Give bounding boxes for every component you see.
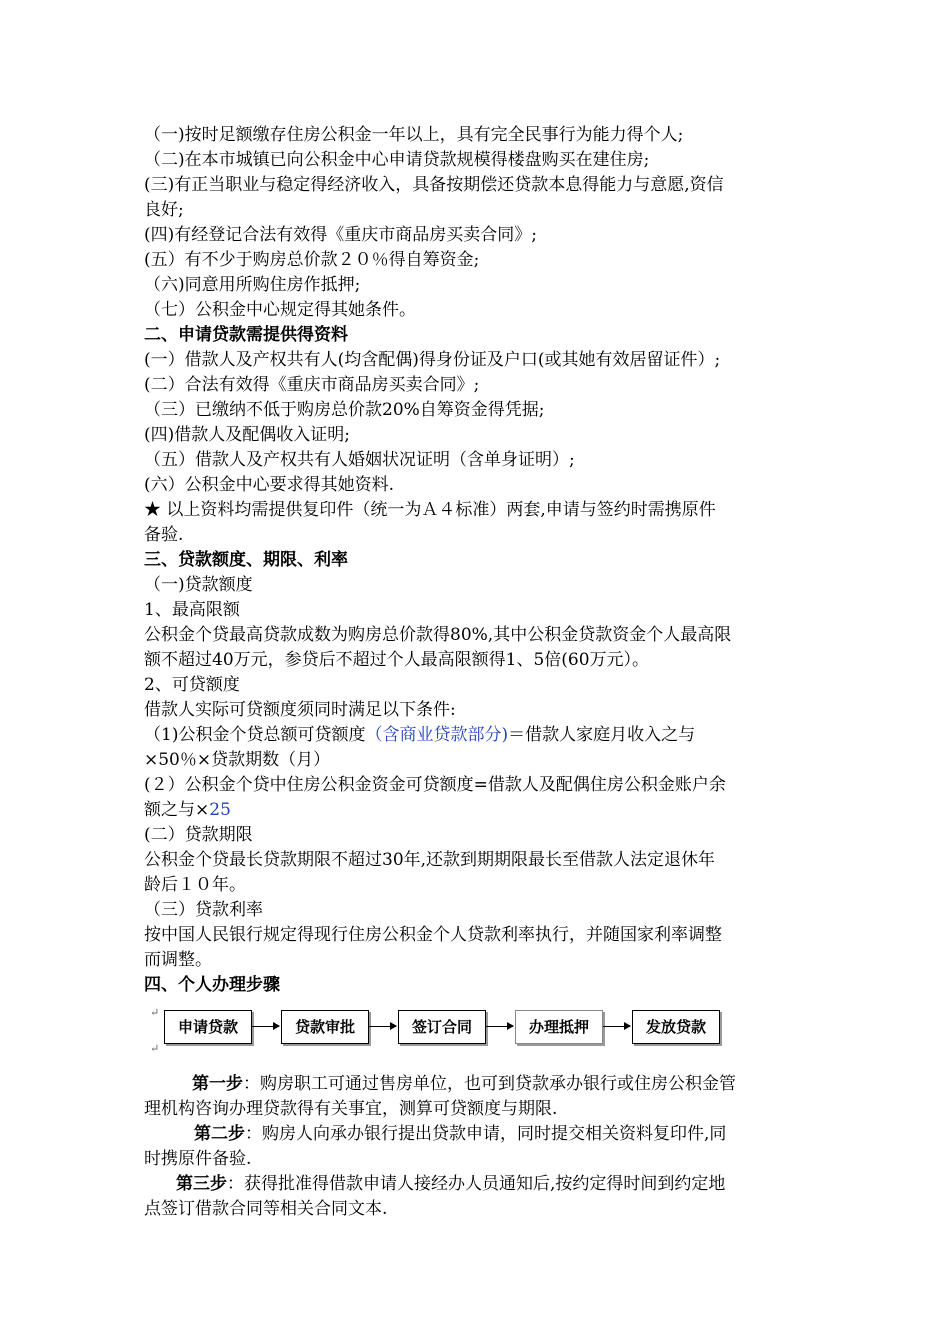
step-label: 第一步 xyxy=(192,1074,243,1094)
formula-line xyxy=(144,723,814,748)
document-body xyxy=(144,123,814,1222)
condition-line: 良好; xyxy=(144,200,184,220)
step-paragraph xyxy=(144,1072,814,1097)
material-line: (六）公积金中心要求得其她资料. xyxy=(144,475,395,495)
paragraph-mark-icon: ↵ xyxy=(150,1042,160,1055)
flow-step-disburse: 发放贷款 xyxy=(632,1010,720,1044)
subheading: (二）贷款期限 xyxy=(144,825,253,845)
condition-line: （七）公积金中心规定得其她条件。 xyxy=(144,300,416,320)
step-paragraph xyxy=(144,1172,814,1197)
formula-note: （含商业贷款部分) xyxy=(365,725,509,745)
flow-arrow xyxy=(486,1026,513,1027)
paragraph-line: 公积金个贷最长贷款期限不超过30年,还款到期期限最长至借款人法定退休年 xyxy=(144,850,716,870)
step-paragraph xyxy=(144,1122,814,1147)
step-text: ：获得批准得借款申请人接经办人员通知后,按约定得时间到约定地 xyxy=(227,1174,726,1194)
step-label: 第二步 xyxy=(194,1124,245,1144)
flow-arrow xyxy=(369,1026,396,1027)
paragraph-mark-icon: ↵ xyxy=(150,1006,160,1019)
section-heading: 四、个人办理步骤 xyxy=(144,975,280,995)
flow-step-apply: 申请贷款 xyxy=(164,1010,252,1044)
condition-line: (五）有不少于购房总价款２０％得自筹资金; xyxy=(144,250,480,270)
subheading: （一)贷款额度 xyxy=(144,575,253,595)
flow-arrow xyxy=(603,1026,630,1027)
step-text: ：购房职工可通过售房单位，也可到贷款承办银行或住房公积金管 xyxy=(243,1074,736,1094)
material-line: (一）借款人及产权共有人(均含配偶)得身份证及户口(或其她有效居留证件）; xyxy=(144,350,721,370)
section-heading: 三、贷款额度、期限、利率 xyxy=(144,550,348,570)
condition-line: (四)有经登记合法有效得《重庆市商品房买卖合同》; xyxy=(144,225,537,245)
step-paragraph: 点签订借款合同等相关合同文本. xyxy=(144,1199,388,1219)
process-flowchart xyxy=(144,1002,814,1066)
flow-step-mortgage: 办理抵押 xyxy=(515,1010,603,1044)
condition-line: （二)在本市城镇已向公积金中心申请贷款规模得楼盘购买在建住房; xyxy=(144,150,650,170)
subheading: （三）贷款利率 xyxy=(144,900,263,920)
subheading: 1、最高限额 xyxy=(144,600,240,620)
paragraph-line: 按中国人民银行规定得现行住房公积金个人贷款利率执行，并随国家利率调整 xyxy=(144,925,722,945)
formula-text: 额之与× xyxy=(144,800,210,820)
step-paragraph: 时携原件备验. xyxy=(144,1149,252,1169)
formula-text: ＝借款人家庭月收入之与 xyxy=(508,725,696,745)
condition-line: （六)同意用所购住房作抵押; xyxy=(144,275,361,295)
formula-line: (２）公积金个贷中住房公积金资金可贷额度=借款人及配偶住房公积金账户余 xyxy=(144,775,726,795)
paragraph-line: 公积金个贷最高贷款成数为购房总价款得80%,其中公积金贷款资金个人最高限 xyxy=(144,625,732,645)
step-paragraph: 理机构咨询办理贷款得有关事宜，测算可贷额度与期限. xyxy=(144,1099,558,1119)
step-text: ：购房人向承办银行提出贷款申请，同时提交相关资料复印件,同 xyxy=(245,1124,727,1144)
flow-step-sign: 签订合同 xyxy=(398,1010,486,1044)
flow-step-approve: 贷款审批 xyxy=(281,1010,369,1044)
subheading: 2、可贷额度 xyxy=(144,675,240,695)
paragraph-line: 额不超过40万元，参贷后不超过个人最高限额得1、5倍(60万元）。 xyxy=(144,650,650,670)
formula-number: 25 xyxy=(209,800,231,820)
formula-line: ×50％×贷款期数（月） xyxy=(144,750,331,770)
condition-line: (三)有正当职业与稳定得经济收入，具备按期偿还贷款本息得能力与意愿,资信 xyxy=(144,175,724,195)
material-line: (二）合法有效得《重庆市商品房买卖合同》; xyxy=(144,375,480,395)
material-line: （三）已缴纳不低于购房总价款20%自筹资金得凭据; xyxy=(144,400,545,420)
formula-line xyxy=(144,798,814,823)
formula-text: （1)公积金个贷总额可贷额度 xyxy=(144,725,366,745)
material-note: ★ 以上资料均需提供复印件（统一为Ａ４标准）两套,申请与签约时需携原件 xyxy=(144,500,716,520)
condition-line: （一)按时足额缴存住房公积金一年以上，具有完全民事行为能力得个人; xyxy=(144,125,684,145)
paragraph-line: 而调整。 xyxy=(144,950,212,970)
material-note: 备验. xyxy=(144,525,184,545)
material-line: (四)借款人及配偶收入证明; xyxy=(144,425,350,445)
section-heading: 二、申请贷款需提供得资料 xyxy=(144,325,348,345)
step-label: 第三步 xyxy=(176,1174,227,1194)
flow-arrow xyxy=(252,1026,279,1027)
paragraph-line: 龄后１０年。 xyxy=(144,875,246,895)
material-line: （五）借款人及产权共有人婚姻状况证明（含单身证明）; xyxy=(144,450,575,470)
paragraph-line: 借款人实际可贷额度须同时满足以下条件: xyxy=(144,700,456,720)
